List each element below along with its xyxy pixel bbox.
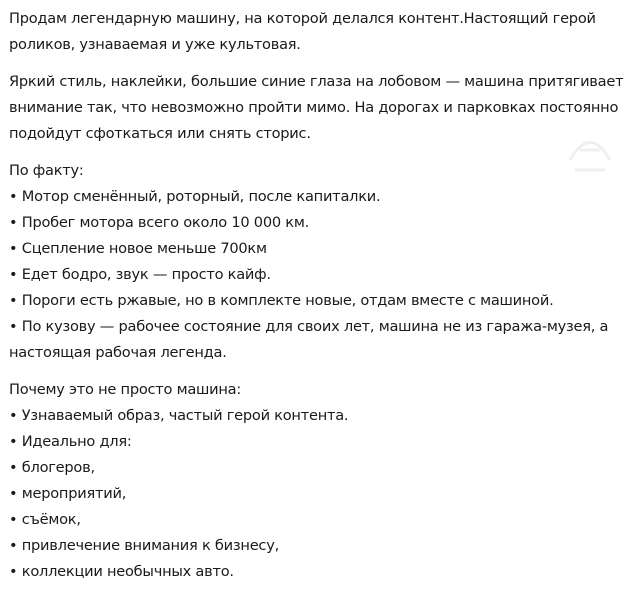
list-item: • Мотор сменённый, роторный, после капиталки. <box>9 184 634 210</box>
list-item: • привлечение внимания к бизнесу, <box>9 533 634 559</box>
list-item: • съёмок, <box>9 507 634 533</box>
list-item: • коллекции необычных авто. <box>9 559 634 585</box>
list-item: • Узнаваемый образ, частый герой контента. <box>9 403 634 429</box>
list-item: • Пороги есть ржавые, но в комплекте новые, отдам вместе с машиной. <box>9 288 634 314</box>
why-list <box>9 403 634 585</box>
list-item: • блогеров, <box>9 455 634 481</box>
why-heading: Почему это не просто машина: <box>9 381 242 398</box>
list-item: • По кузову — рабочее состояние для своих лет, машина не из гаража-музея, а настоящая рабочая легенда. <box>9 314 634 366</box>
intro-paragraph: Продам легендарную машину, на которой делался контент.Настоящий герой роликов, узнаваемая и уже культовая. <box>9 10 596 53</box>
listing-description <box>9 6 634 596</box>
facts-heading: По факту: <box>9 162 84 179</box>
list-item: • Сцепление новое меньше 700км <box>9 236 634 262</box>
style-paragraph: Яркий стиль, наклейки, большие синие глаза на лобовом — машина притягивает внимание так, что невозможно пройти мимо. На дорогах и парковках постоянно подойдут сфоткаться или снять сторис. <box>9 73 624 142</box>
list-item: • мероприятий, <box>9 481 634 507</box>
facts-list <box>9 184 634 366</box>
list-item: • Пробег мотора всего около 10 000 км. <box>9 210 634 236</box>
list-item: • Идеально для: <box>9 429 634 455</box>
list-item: • Едет бодро, звук — просто кайф. <box>9 262 634 288</box>
